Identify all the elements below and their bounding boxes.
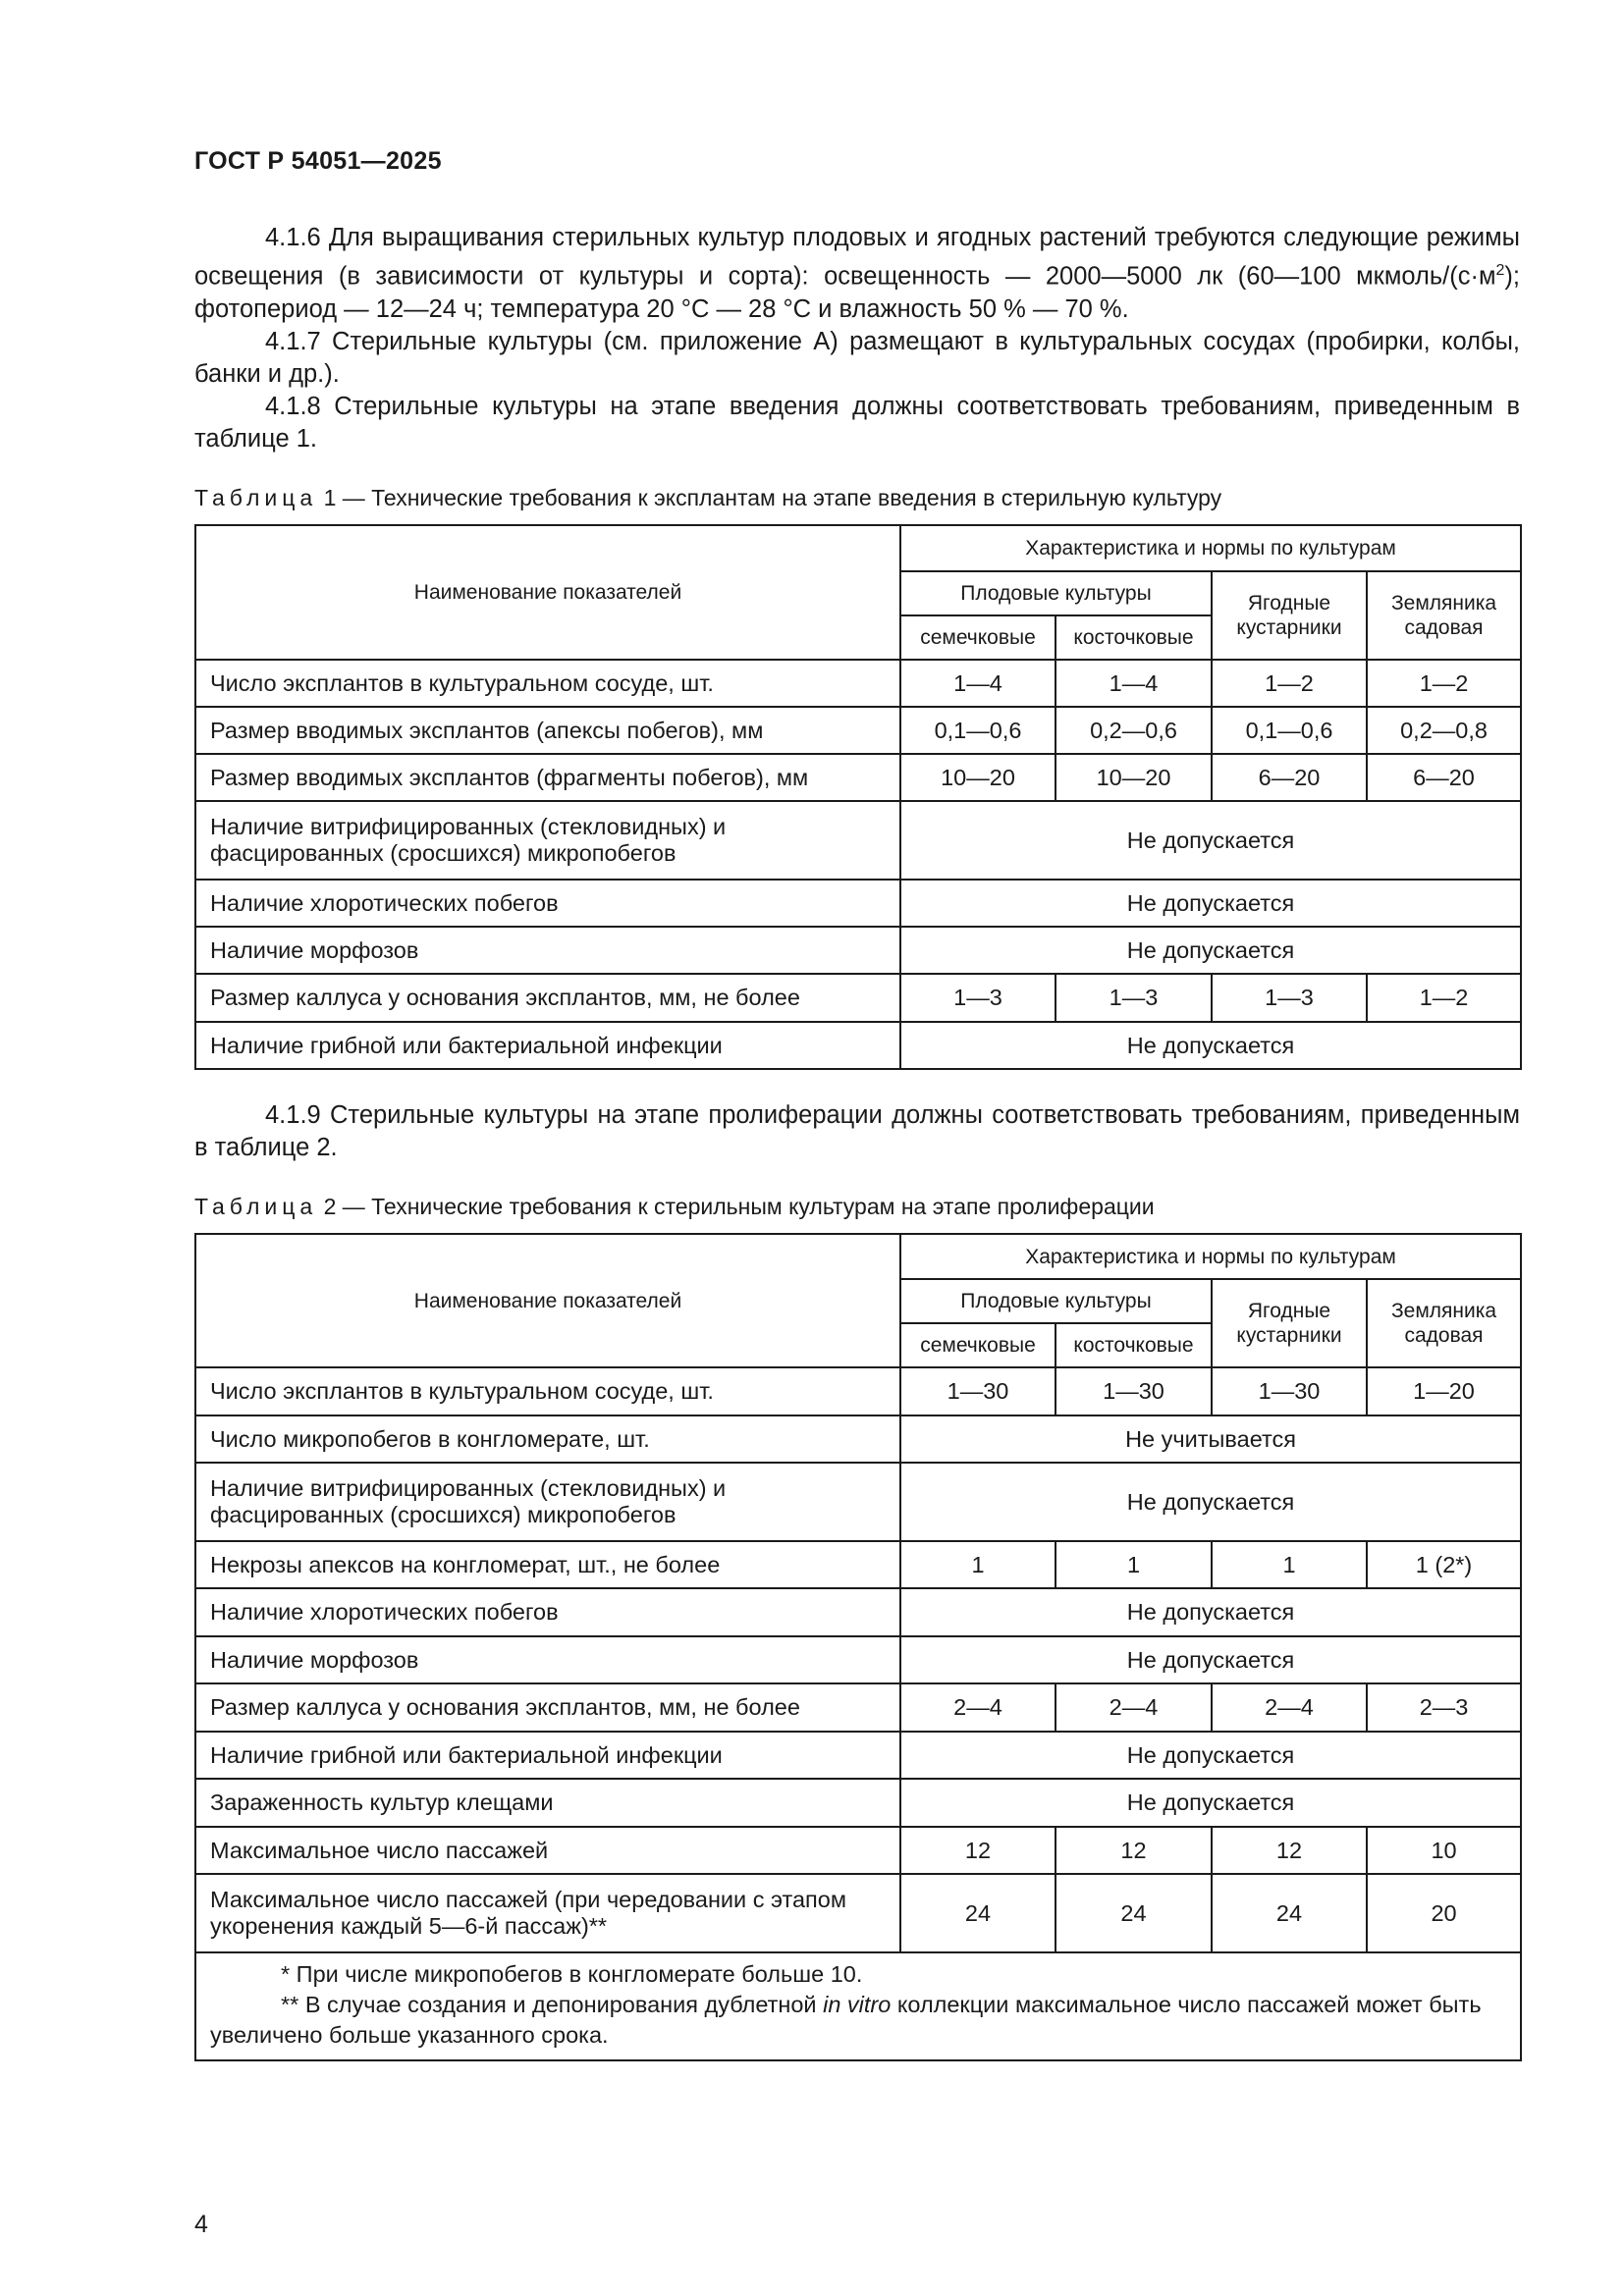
cell-strawberry: 1—20 [1367, 1367, 1521, 1415]
table2-header-berry: Ягодные кустарники [1212, 1279, 1367, 1367]
cell-stone: 1—30 [1056, 1367, 1212, 1415]
table-row [195, 1463, 1521, 1541]
cell-berry: 24 [1212, 1874, 1367, 1952]
cell-stone: 1—3 [1056, 974, 1212, 1022]
table2-header-pome: семечковые [900, 1323, 1056, 1367]
cell-pome: 1 [900, 1541, 1056, 1588]
table-row [195, 1588, 1521, 1636]
cell-merged: Не допускается [900, 801, 1521, 880]
row-name: Размер каллуса у основания эксплантов, мм, не более [195, 974, 900, 1022]
cell-berry: 6—20 [1212, 754, 1367, 801]
superscript: 2 [1495, 262, 1505, 279]
table1-header-berry: Ягодные кустарники [1212, 571, 1367, 660]
table-row [195, 660, 1521, 707]
table2 [194, 1233, 1522, 2061]
table-row [195, 754, 1521, 801]
cell-strawberry: 1 (2*) [1367, 1541, 1521, 1588]
table2-caption: Таблица 2 — Технические требования к стерильным культурам на этапе пролиферации [194, 1194, 1155, 1219]
footnote-1: * При числе микропобегов в конгломерате больше 10. [281, 1961, 863, 1987]
table-row [195, 1367, 1521, 1415]
cell-merged: Не допускается [900, 927, 1521, 974]
cell-merged: Не допускается [900, 880, 1521, 927]
paragraph-4-1-6: 4.1.6 Для выращивания стерильных культур плодовых и ягодных растений требуются следующие режимы освещения (в зависимости от культуры и сорта): освещенность — 2000—5000 лк (60—100 мкмоль/$(с\cdot м^2)$; фотопериод — 12—24 ч; температура 20 °С — 28 °С и влажность 50 % — 70 %. [194, 224, 1520, 323]
cell-stone: 10—20 [1056, 754, 1212, 801]
table-row [195, 1874, 1521, 1952]
table-row [195, 1022, 1521, 1069]
footnote-2: ** В случае создания и депонирования дублетной in vitro коллекции максимальное число пассажей может быть увеличено больше указанного срока. [210, 1992, 1482, 2048]
row-name: Размер вводимых эксплантов (фрагменты побегов), мм [195, 754, 900, 801]
cell-stone: 1—4 [1056, 660, 1212, 707]
table2-header-stone: косточковые [1056, 1323, 1212, 1367]
paragraph-4-1-9: 4.1.9 Стерильные культуры на этапе пролиферации должны соответствовать требованиям, приведенным в таблице 2. [194, 1101, 1520, 1161]
table2-header-strawberry: Земляника садовая [1367, 1279, 1521, 1367]
row-name: Наличие витрифицированных (стекловидных) и фасцированных (сросшихся) микропобегов [195, 801, 900, 880]
table2-header-fruit: Плодовые культуры [900, 1279, 1212, 1323]
row-name: Наличие грибной или бактериальной инфекции [195, 1732, 900, 1779]
row-name: Наличие хлоротических побегов [195, 880, 900, 927]
table2-header-group: Характеристика и нормы по культурам [900, 1234, 1521, 1279]
intro-paragraphs [194, 222, 1520, 455]
table-row [195, 1779, 1521, 1827]
table1-caption: Таблица 1 — Технические требования к эксплантам на этапе введения в стерильную культуру [194, 485, 1222, 510]
cell-pome: 1—30 [900, 1367, 1056, 1415]
cell-merged: Не учитывается [900, 1415, 1521, 1463]
cell-berry: 1 [1212, 1541, 1367, 1588]
cell-strawberry: 10 [1367, 1827, 1521, 1874]
table-row [195, 1541, 1521, 1588]
cell-merged: Не допускается [900, 1463, 1521, 1541]
cell-pome: 24 [900, 1874, 1056, 1952]
cell-merged: Не допускается [900, 1022, 1521, 1069]
cell-strawberry: 1—2 [1367, 660, 1521, 707]
paragraph-4-1-8: 4.1.8 Стерильные культуры на этапе введения должны соответствовать требованиям, приведенным в таблице 1. [194, 392, 1520, 453]
cell-strawberry: 6—20 [1367, 754, 1521, 801]
cell-stone: 1 [1056, 1541, 1212, 1588]
row-name: Наличие морфозов [195, 927, 900, 974]
cell-pome: 10—20 [900, 754, 1056, 801]
table1-header-fruit: Плодовые культуры [900, 571, 1212, 615]
cell-strawberry: 0,2—0,8 [1367, 707, 1521, 754]
cell-pome: 0,1—0,6 [900, 707, 1056, 754]
row-name: Наличие грибной или бактериальной инфекции [195, 1022, 900, 1069]
table1-header-name: Наименование показателей [195, 525, 900, 660]
row-name: Число микропобегов в конгломерате, шт. [195, 1415, 900, 1463]
cell-berry: 1—2 [1212, 660, 1367, 707]
table2-header-name: Наименование показателей [195, 1234, 900, 1367]
cell-berry: 1—3 [1212, 974, 1367, 1022]
table2-notes-row [195, 1952, 1521, 2060]
paragraph-block-2 [194, 1099, 1520, 1164]
row-name: Наличие хлоротических побегов [195, 1588, 900, 1636]
table-row [195, 1636, 1521, 1683]
cell-pome: 1—3 [900, 974, 1056, 1022]
cell-berry: 1—30 [1212, 1367, 1367, 1415]
page-number: 4 [194, 2211, 208, 2238]
row-name: Наличие морфозов [195, 1636, 900, 1683]
row-name: Размер каллуса у основания эксплантов, мм, не более [195, 1683, 900, 1732]
document-id: ГОСТ Р 54051—2025 [194, 147, 442, 175]
cell-merged: Не допускается [900, 1588, 1521, 1636]
table-row [195, 974, 1521, 1022]
table1 [194, 524, 1522, 1070]
cell-pome: 2—4 [900, 1683, 1056, 1732]
paragraph-4-1-7: 4.1.7 Стерильные культуры (см. приложение А) размещают в культуральных сосудах (пробирки, колбы, банки и др.). [194, 327, 1520, 388]
cell-merged: Не допускается [900, 1732, 1521, 1779]
row-name: Некрозы апексов на конгломерат, шт., не более [195, 1541, 900, 1588]
cell-stone: 0,2—0,6 [1056, 707, 1212, 754]
cell-berry: 2—4 [1212, 1683, 1367, 1732]
table-row [195, 1683, 1521, 1732]
cell-stone: 24 [1056, 1874, 1212, 1952]
cell-berry: 0,1—0,6 [1212, 707, 1367, 754]
table1-header-strawberry: Земляника садовая [1367, 571, 1521, 660]
cell-strawberry: 20 [1367, 1874, 1521, 1952]
cell-pome: 12 [900, 1827, 1056, 1874]
cell-merged: Не допускается [900, 1779, 1521, 1827]
cell-pome: 1—4 [900, 660, 1056, 707]
cell-merged: Не допускается [900, 1636, 1521, 1683]
table-row [195, 1415, 1521, 1463]
row-name: Зараженность культур клещами [195, 1779, 900, 1827]
cell-strawberry: 2—3 [1367, 1683, 1521, 1732]
row-name: Максимальное число пассажей (при чередовании с этапом укоренения каждый 5—6-й пассаж)** [195, 1874, 900, 1952]
table2-notes [195, 1952, 1521, 2060]
table1-header-pome: семечковые [900, 615, 1056, 660]
table-row [195, 707, 1521, 754]
table-row [195, 1827, 1521, 1874]
row-name: Размер вводимых эксплантов (апексы побегов), мм [195, 707, 900, 754]
cell-berry: 12 [1212, 1827, 1367, 1874]
table1-header-stone: косточковые [1056, 615, 1212, 660]
table-row [195, 1732, 1521, 1779]
table-row [195, 801, 1521, 880]
row-name: Максимальное число пассажей [195, 1827, 900, 1874]
cell-stone: 12 [1056, 1827, 1212, 1874]
cell-stone: 2—4 [1056, 1683, 1212, 1732]
row-name: Число эксплантов в культуральном сосуде, шт. [195, 1367, 900, 1415]
table-row [195, 880, 1521, 927]
table1-header-group: Характеристика и нормы по культурам [900, 525, 1521, 571]
row-name: Число эксплантов в культуральном сосуде, шт. [195, 660, 900, 707]
table-row [195, 927, 1521, 974]
cell-strawberry: 1—2 [1367, 974, 1521, 1022]
row-name: Наличие витрифицированных (стекловидных) и фасцированных (сросшихся) микропобегов [195, 1463, 900, 1541]
